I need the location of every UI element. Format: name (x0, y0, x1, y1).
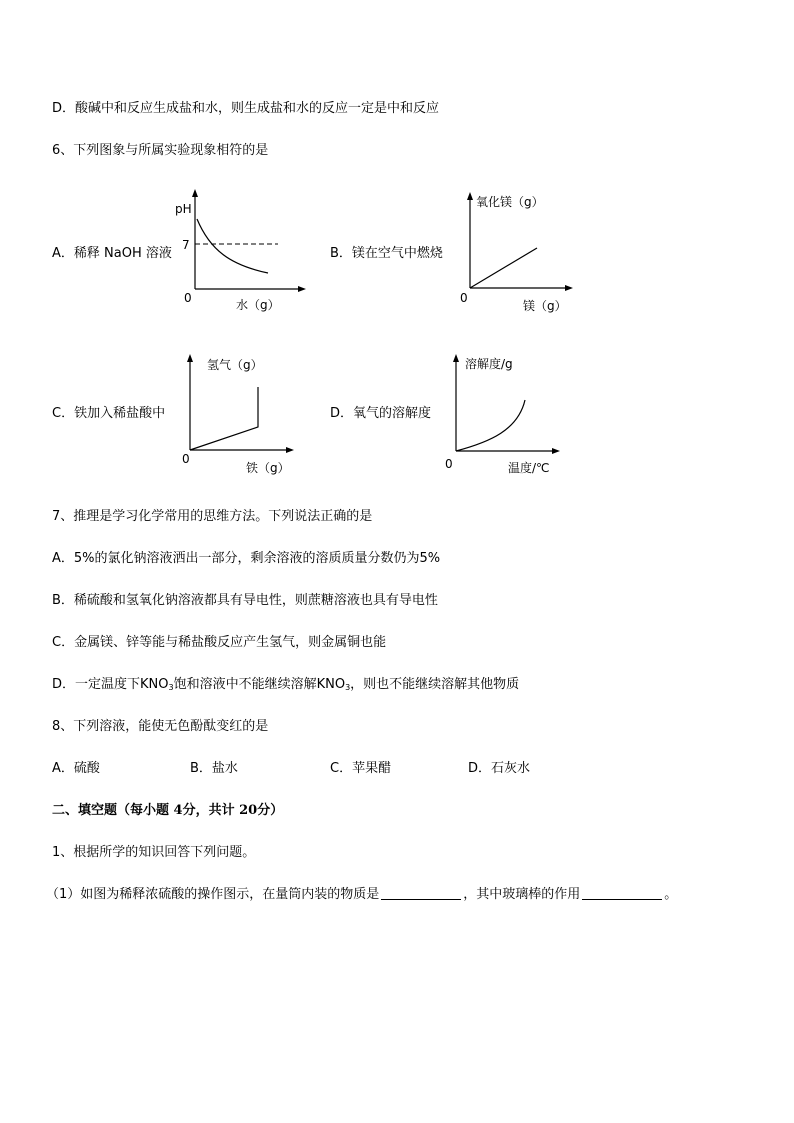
graph-ph-dilution (170, 185, 320, 320)
question-8-option-a: A．硫酸 (52, 761, 100, 776)
hydrogen-line (190, 387, 258, 450)
origin-label: 0 (182, 452, 190, 466)
question-8-stem: 8、下列溶液，能使无色酚酞变红的是 (52, 719, 269, 734)
question-7-option-c: C．金属镁、锌等能与稀盐酸反应产生氢气，则金属铜也能 (52, 635, 387, 650)
origin-label: 0 (184, 291, 192, 305)
origin-label: 0 (445, 457, 453, 471)
question-8-option-d: D．石灰水 (468, 761, 531, 776)
y-tick-7: 7 (182, 238, 190, 252)
x-axis-arrow (565, 285, 573, 291)
fill-question-1-stem: 1、根据所学的知识回答下列问题。 (52, 845, 256, 860)
solubility-curve (456, 400, 525, 451)
answer-blank-2[interactable] (582, 887, 662, 900)
question-7-option-d (52, 676, 519, 697)
question-8-option-b: B．盐水 (190, 761, 238, 776)
question-7-stem: 7、推理是学习化学常用的思维方法。下列说法正确的是 (52, 509, 373, 524)
option-d-text-start: D．一定温度下KNO (52, 677, 169, 692)
mgo-line (470, 248, 537, 288)
y-axis-arrow (467, 192, 473, 200)
subscript-3: 3 (345, 683, 351, 692)
question-6-option-a: A．稀释 NaOH 溶液 (52, 246, 172, 261)
section-2-heading: 二、填空题（每小题 4分，共计 20分） (52, 803, 284, 818)
question-7-option-b: B．稀硫酸和氢氧化钠溶液都具有导电性，则蔗糖溶液也具有导电性 (52, 593, 438, 608)
x-axis-arrow (298, 286, 306, 292)
question-5-option-d: D．酸碱中和反应生成盐和水，则生成盐和水的反应一定是中和反应 (52, 101, 440, 116)
y-axis-label: 氧化镁（g） (476, 195, 544, 209)
fill-question-1-part-1 (46, 886, 677, 904)
question-7-option-a: A．5%的氯化钠溶液洒出一部分，剩余溶液的溶质质量分数仍为5% (52, 551, 441, 566)
y-axis-label: 氢气（g） (207, 358, 263, 372)
question-8-option-c: C．苹果醋 (330, 761, 392, 776)
graph-oxygen-solubility (440, 350, 580, 480)
x-axis-label: 水（g） (236, 298, 280, 312)
ph-curve (197, 219, 268, 273)
y-axis-arrow (187, 354, 193, 362)
y-axis-label: pH (175, 202, 192, 216)
graph-magnesium-burning (455, 188, 590, 320)
x-axis-label: 温度/℃ (508, 461, 550, 475)
y-axis-label: 溶解度/g (465, 357, 513, 371)
y-axis-arrow (453, 354, 459, 362)
question-6-option-c: C．铁加入稀盐酸中 (52, 406, 166, 421)
x-axis-arrow (552, 448, 560, 454)
origin-label: 0 (460, 291, 468, 305)
option-d-text-middle: 饱和溶液中不能继续溶解KNO (173, 677, 346, 692)
y-axis-arrow (192, 189, 198, 197)
option-d-text-end: ，则也不能继续溶解其他物质 (350, 677, 520, 692)
x-axis-label: 镁（g） (523, 299, 567, 313)
x-axis-label: 铁（g） (246, 461, 290, 475)
fill-text-start: （1）如图为稀释浓硫酸的操作图示，在量筒内装的物质是 (46, 887, 380, 902)
question-6-option-d: D．氧气的溶解度 (330, 406, 432, 421)
fill-text-middle: ，其中玻璃棒的作用 (463, 887, 581, 902)
x-axis-arrow (286, 447, 294, 453)
question-6-stem: 6、下列图象与所属实验现象相符的是 (52, 143, 269, 158)
question-6-option-b: B．镁在空气中燃烧 (330, 246, 443, 261)
fill-text-end: 。 (664, 887, 678, 902)
answer-blank-1[interactable] (381, 887, 461, 900)
graph-iron-acid (180, 350, 310, 480)
subscript-3: 3 (168, 683, 174, 692)
